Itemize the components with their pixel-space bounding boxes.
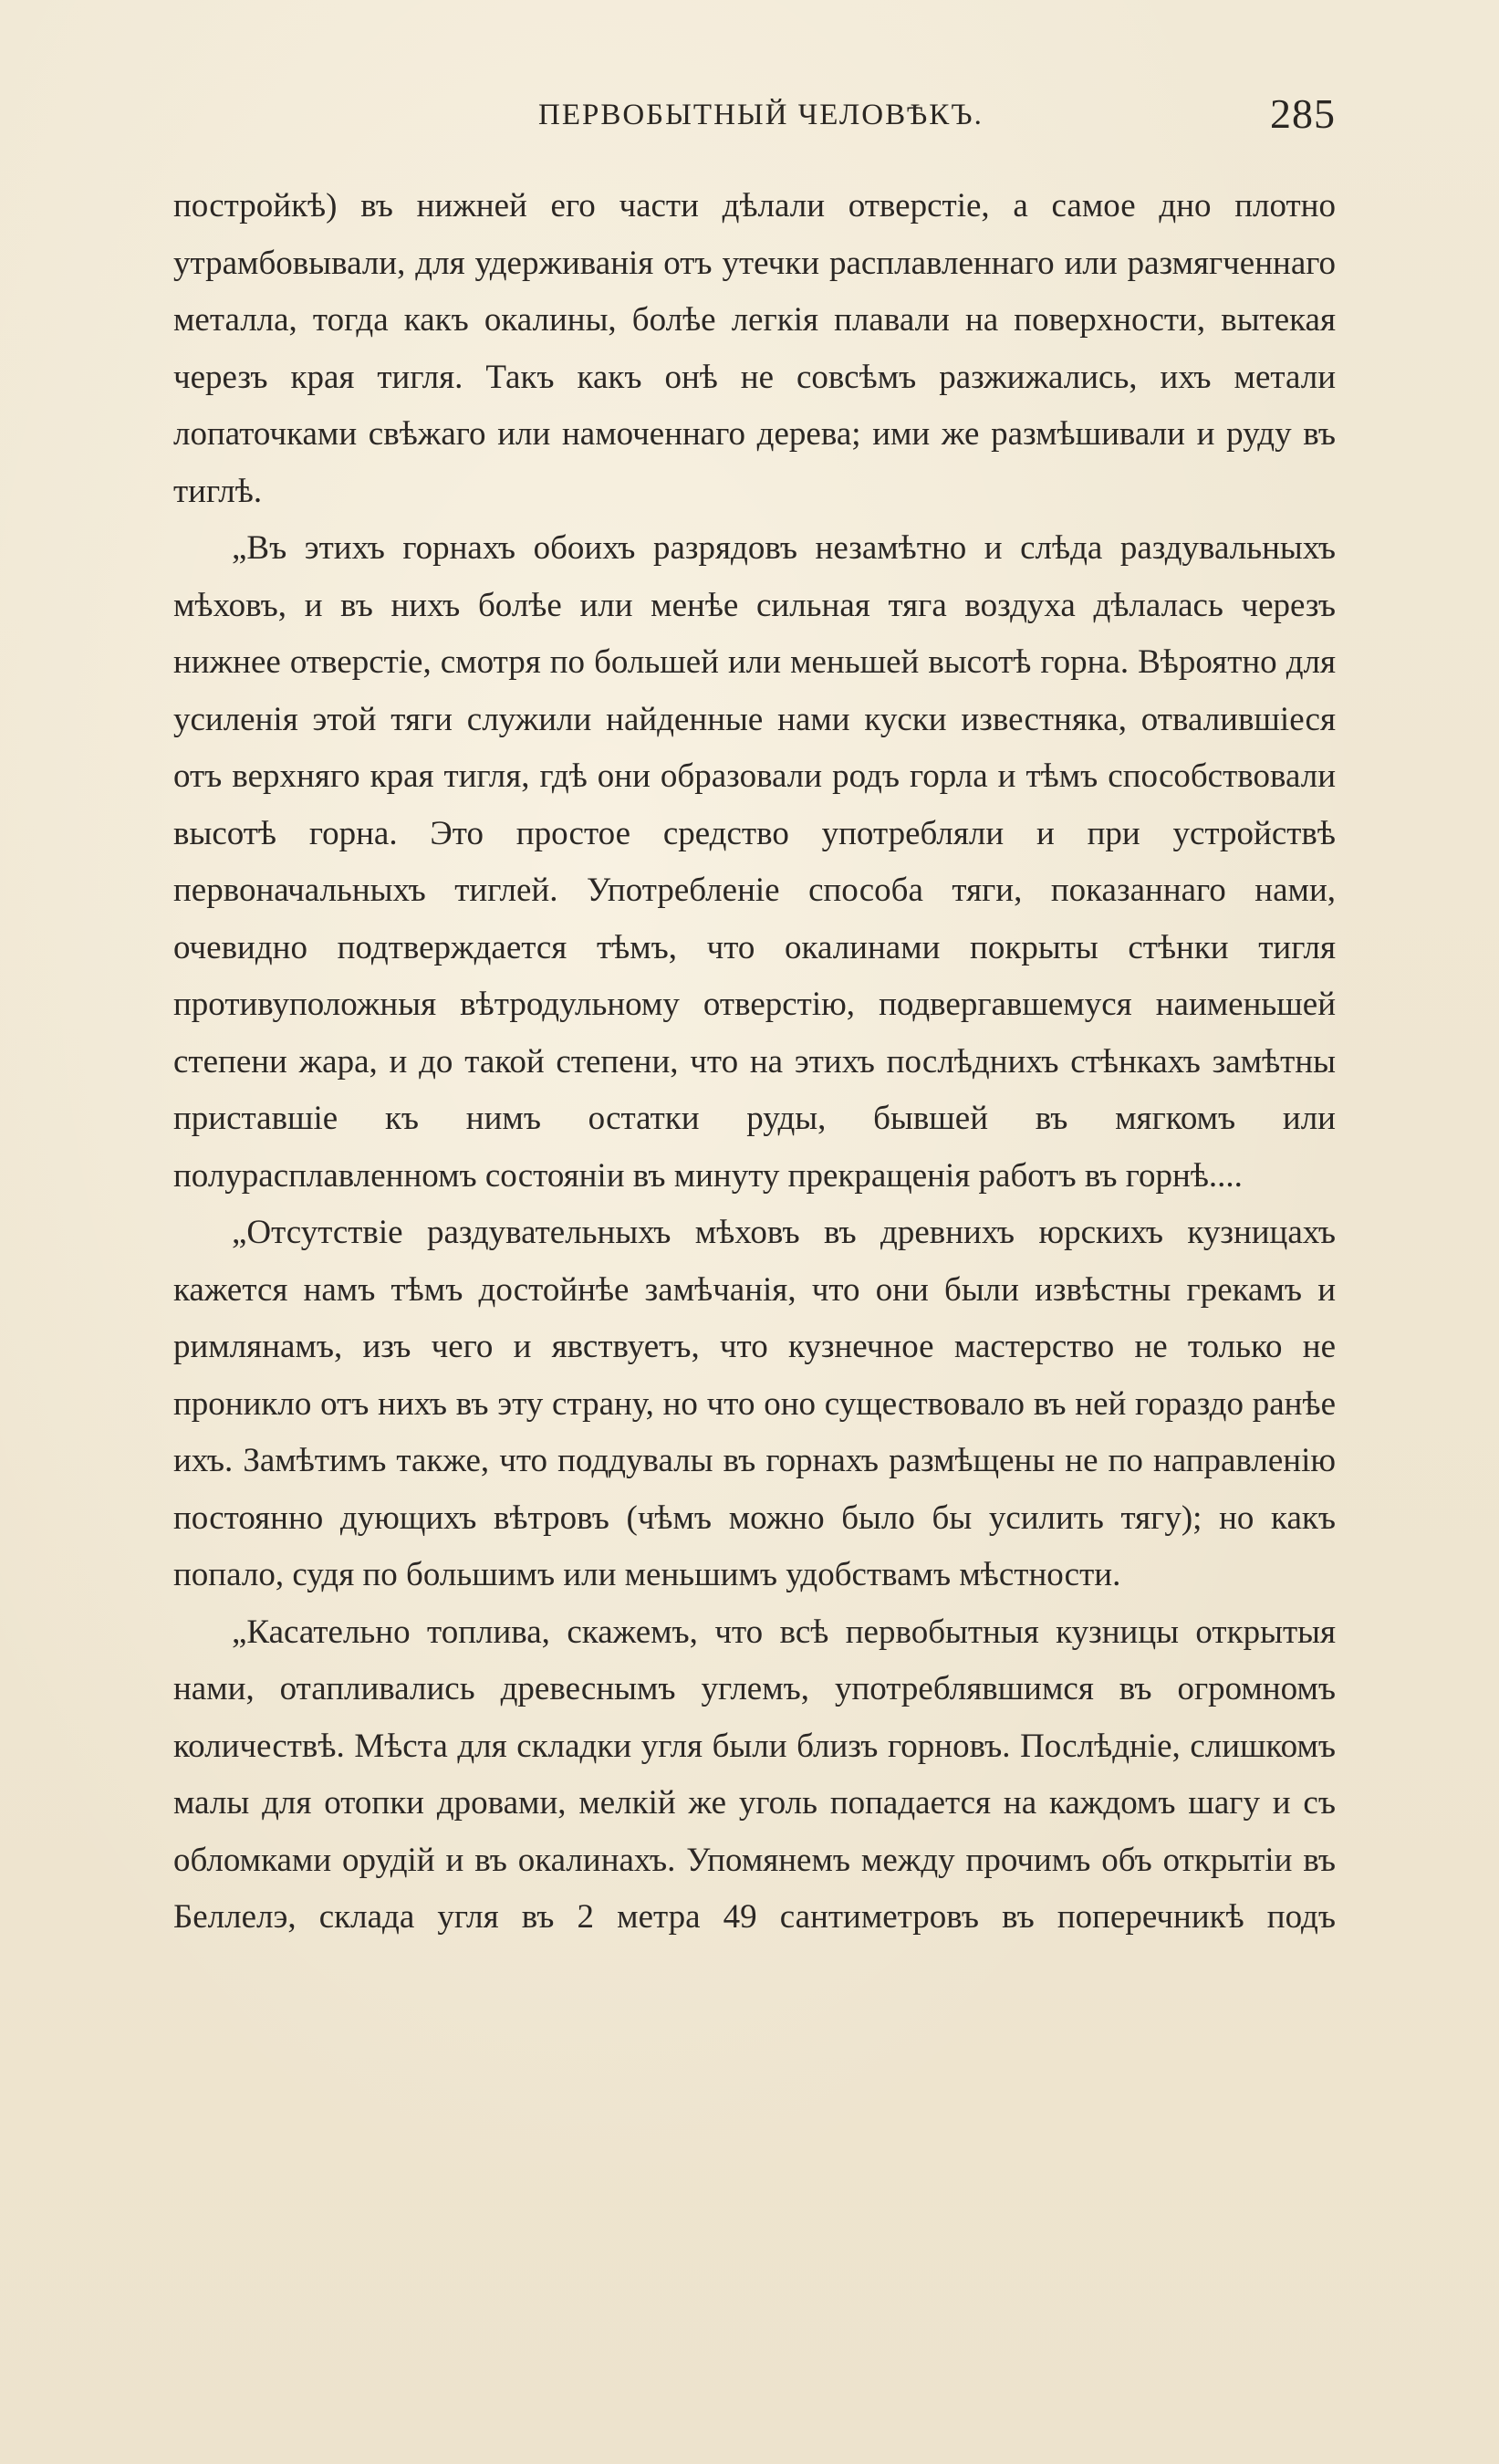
body-text xyxy=(173,178,1336,1947)
paragraph-3: „Отсутствіе раздувательныхъ мѣховъ въ древнихъ юрскихъ кузницахъ кажется намъ тѣмъ достойнѣе замѣчанія, что они были извѣстны грекамъ и римлянамъ, изъ чего и явствуетъ, что кузнечное мастерство не только не проникло отъ нихъ въ эту страну, но что оно существовало въ ней гораздо ранѣе ихъ. Замѣтимъ также, что поддувалы въ горнахъ размѣщены не по направленію постоянно дующихъ вѣтровъ (чѣмъ можно было бы усилить тягу); но какъ попало, судя по большимъ или меньшимъ удобствамъ мѣстности. xyxy=(173,1214,1336,1593)
paragraph-4: „Касательно топлива, скажемъ, что всѣ первобытныя кузницы открытыя нами, отапливались древеснымъ углемъ, употреблявшимся въ огромномъ количествѣ. Мѣста для складки угля были близъ горновъ. Послѣдніе, слишкомъ малы для отопки дровами, мелкій же уголь попадается на каждомъ шагу и съ обломками орудій и въ окалинахъ. Упомянемъ между прочимъ объ открытіи въ Беллелэ, склада угля въ 2 метра 49 сантиметровъ въ поперечникѣ подъ xyxy=(173,1613,1336,1936)
paragraph-2: „Въ этихъ горнахъ обоихъ разрядовъ незамѣтно и слѣда раздувальныхъ мѣховъ, и въ нихъ болѣе или менѣе сильная тяга воздуха дѣлалась черезъ нижнее отверстіе, смотря по большей или меньшей высотѣ горна. Вѣроятно для усиленія этой тяги служили найденные нами куски известняка, отвалившіеся отъ верхняго края тигля, гдѣ они образовали родъ горла и тѣмъ способствовали высотѣ горна. Это простое средство употребляли и при устройствѣ первоначальныхъ тиглей. Употребленіе способа тяги, показаннаго нами, очевидно подтверждается тѣмъ, что окалинами покрыты стѣнки тигля противуположныя вѣтродульному отверстію, подвергавшемуся наименьшей степени жара, и до такой степени, что на этихъ послѣднихъ стѣнкахъ замѣтны приставшіе къ нимъ остатки руды, бывшей въ мягкомъ или полурасплавленномъ состояніи въ минуту прекращенія работъ въ горнѣ.... xyxy=(173,529,1336,1195)
running-title: ПЕРВОБЫТНЫЙ ЧЕЛОВѢКЪ. xyxy=(538,99,984,131)
page-number: 285 xyxy=(1270,90,1336,137)
paragraph-1: постройкѣ) въ нижней его части дѣлали отверстіе, а самое дно плотно утрамбовывали, для удерживанія отъ утечки расплавленнаго или размягченнаго металла, тогда какъ окалины, болѣе легкія плавали на поверхности, вытекая черезъ края тигля. Такъ какъ онѣ не совсѣмъ разжижались, ихъ метали лопаточками свѣжаго или намоченнаго дерева; ими же размѣшивали и руду въ тиглѣ. xyxy=(173,187,1336,510)
page-header xyxy=(173,89,1336,144)
